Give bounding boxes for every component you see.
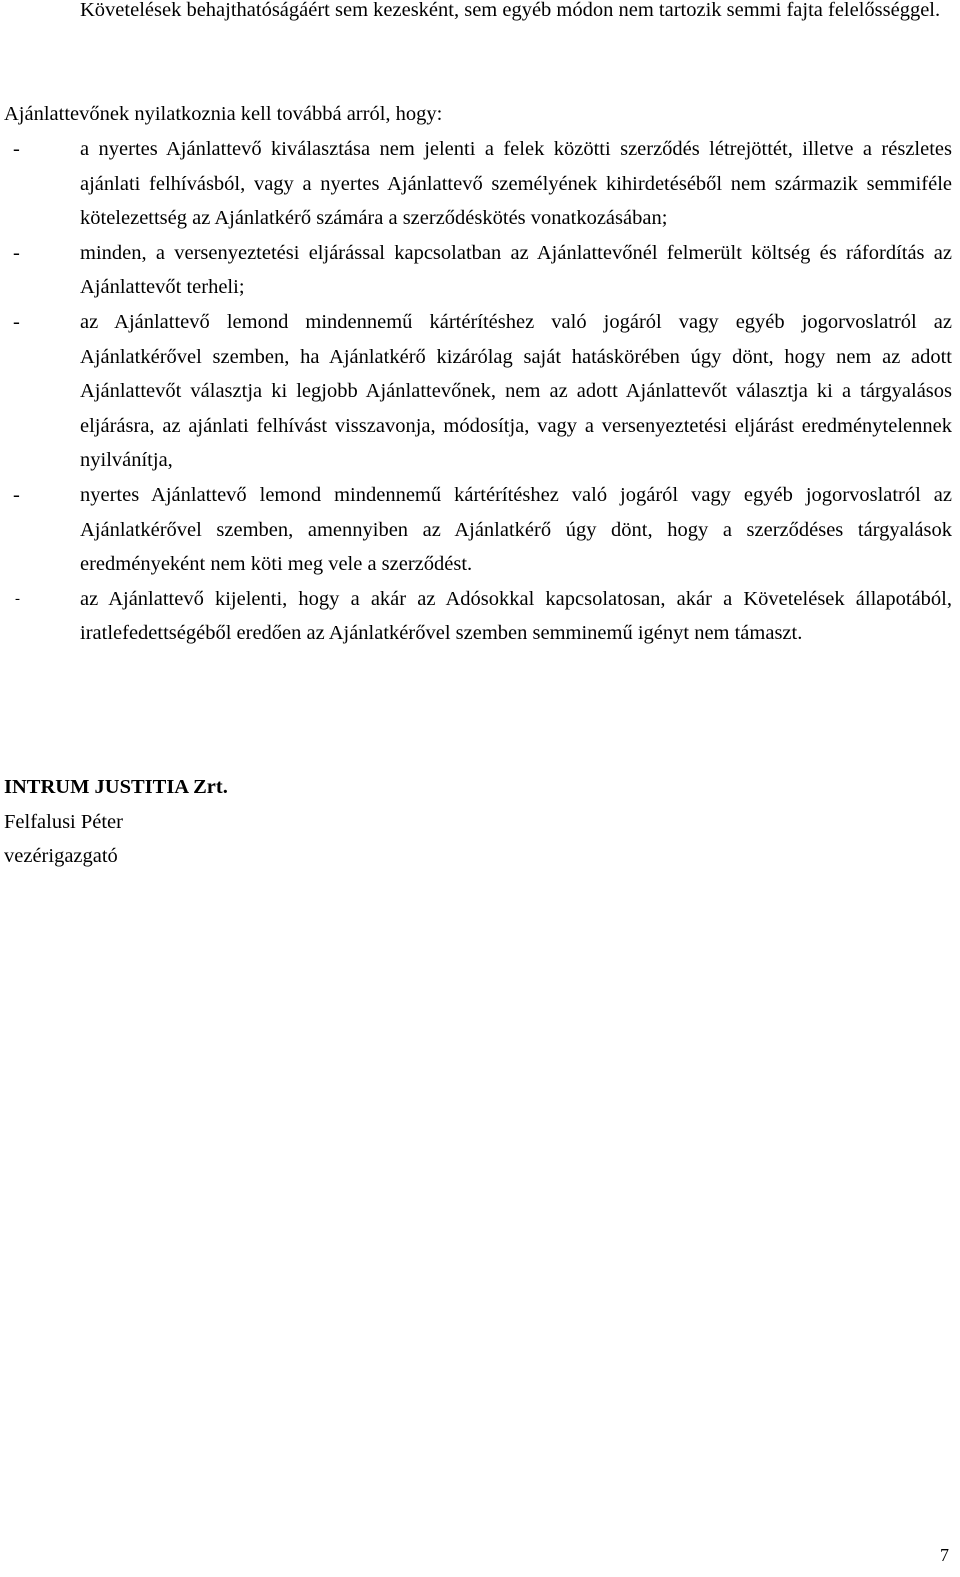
list-item [4, 132, 952, 236]
list-item [4, 236, 952, 305]
list-item [4, 478, 952, 582]
page-number: 7 [940, 1545, 949, 1565]
list-item-text: minden, a versenyeztetési eljárással kapcsolatban az Ajánlattevőnél felmerült költség és ráfordítás az Ajánlattevőt terheli; [80, 241, 952, 299]
company-name: INTRUM JUSTITIA Zrt. [4, 776, 228, 798]
signatory-name: Felfalusi Péter [4, 810, 123, 833]
list-item [4, 305, 952, 478]
list-bullet: - [15, 590, 20, 607]
list-bullet: - [13, 310, 20, 333]
intro-continuation-paragraph: Követelések behajthatóságáért sem kezesként, sem egyéb módon nem tartozik semmi fajta felelősséggel. [80, 0, 941, 21]
list-bullet: - [13, 483, 20, 506]
list-item-text: az Ajánlattevő kijelenti, hogy a akár az Adósokkal kapcsolatosan, akár a Követelések állapotából, iratlefedettségéből eredően az Ajánlatkérővel szemben semminemű igényt nem támaszt. [80, 587, 952, 645]
list-bullet: - [13, 138, 20, 160]
signature-block [4, 770, 604, 874]
signatory-title: vezérigazgató [4, 845, 118, 868]
list-item-text: a nyertes Ajánlattevő kiválasztása nem jelenti a felek közötti szerződés létrejöttét, illetve a részletes ajánlati felhívásból, vagy a nyertes Ajánlattevő személyének kihirdetéséből nem származik semmiféle kötelezettség az Ajánlatkérő számára a szerződéskötés vonatkozásában; [80, 138, 952, 230]
list-item-text: az Ajánlattevő lemond mindennemű kártérítéshez való jogáról vagy egyéb jogorvoslatról az Ajánlatkérővel szemben, ha Ajánlatkérő kizárólag saját hatáskörében úgy dönt, hogy nem az adott Ajánlattevőt választja ki legjobb Ajánlattevőnek, nem az adott Ajánlattevőt választja ki a tárgyalásos eljárásra, az ajánlati felhívást visszavonja, módosítja, vagy a versenyeztetési eljárást eredménytelennek nyilvánítja, [80, 310, 952, 472]
list-bullet: - [13, 241, 20, 264]
list-item-text: nyertes Ajánlattevő lemond mindennemű kártérítéshez való jogáról vagy egyéb jogorvoslatról az Ajánlatkérővel szemben, amennyiben az Ajánlatkérő úgy dönt, hogy a szerződéses tárgyalások eredményeként nem köti meg vele a szerződést. [80, 483, 952, 576]
declaration-list [4, 132, 952, 651]
lead-sentence: Ajánlattevőnek nyilatkoznia kell továbbá arról, hogy: [4, 103, 443, 125]
list-item [4, 582, 952, 651]
